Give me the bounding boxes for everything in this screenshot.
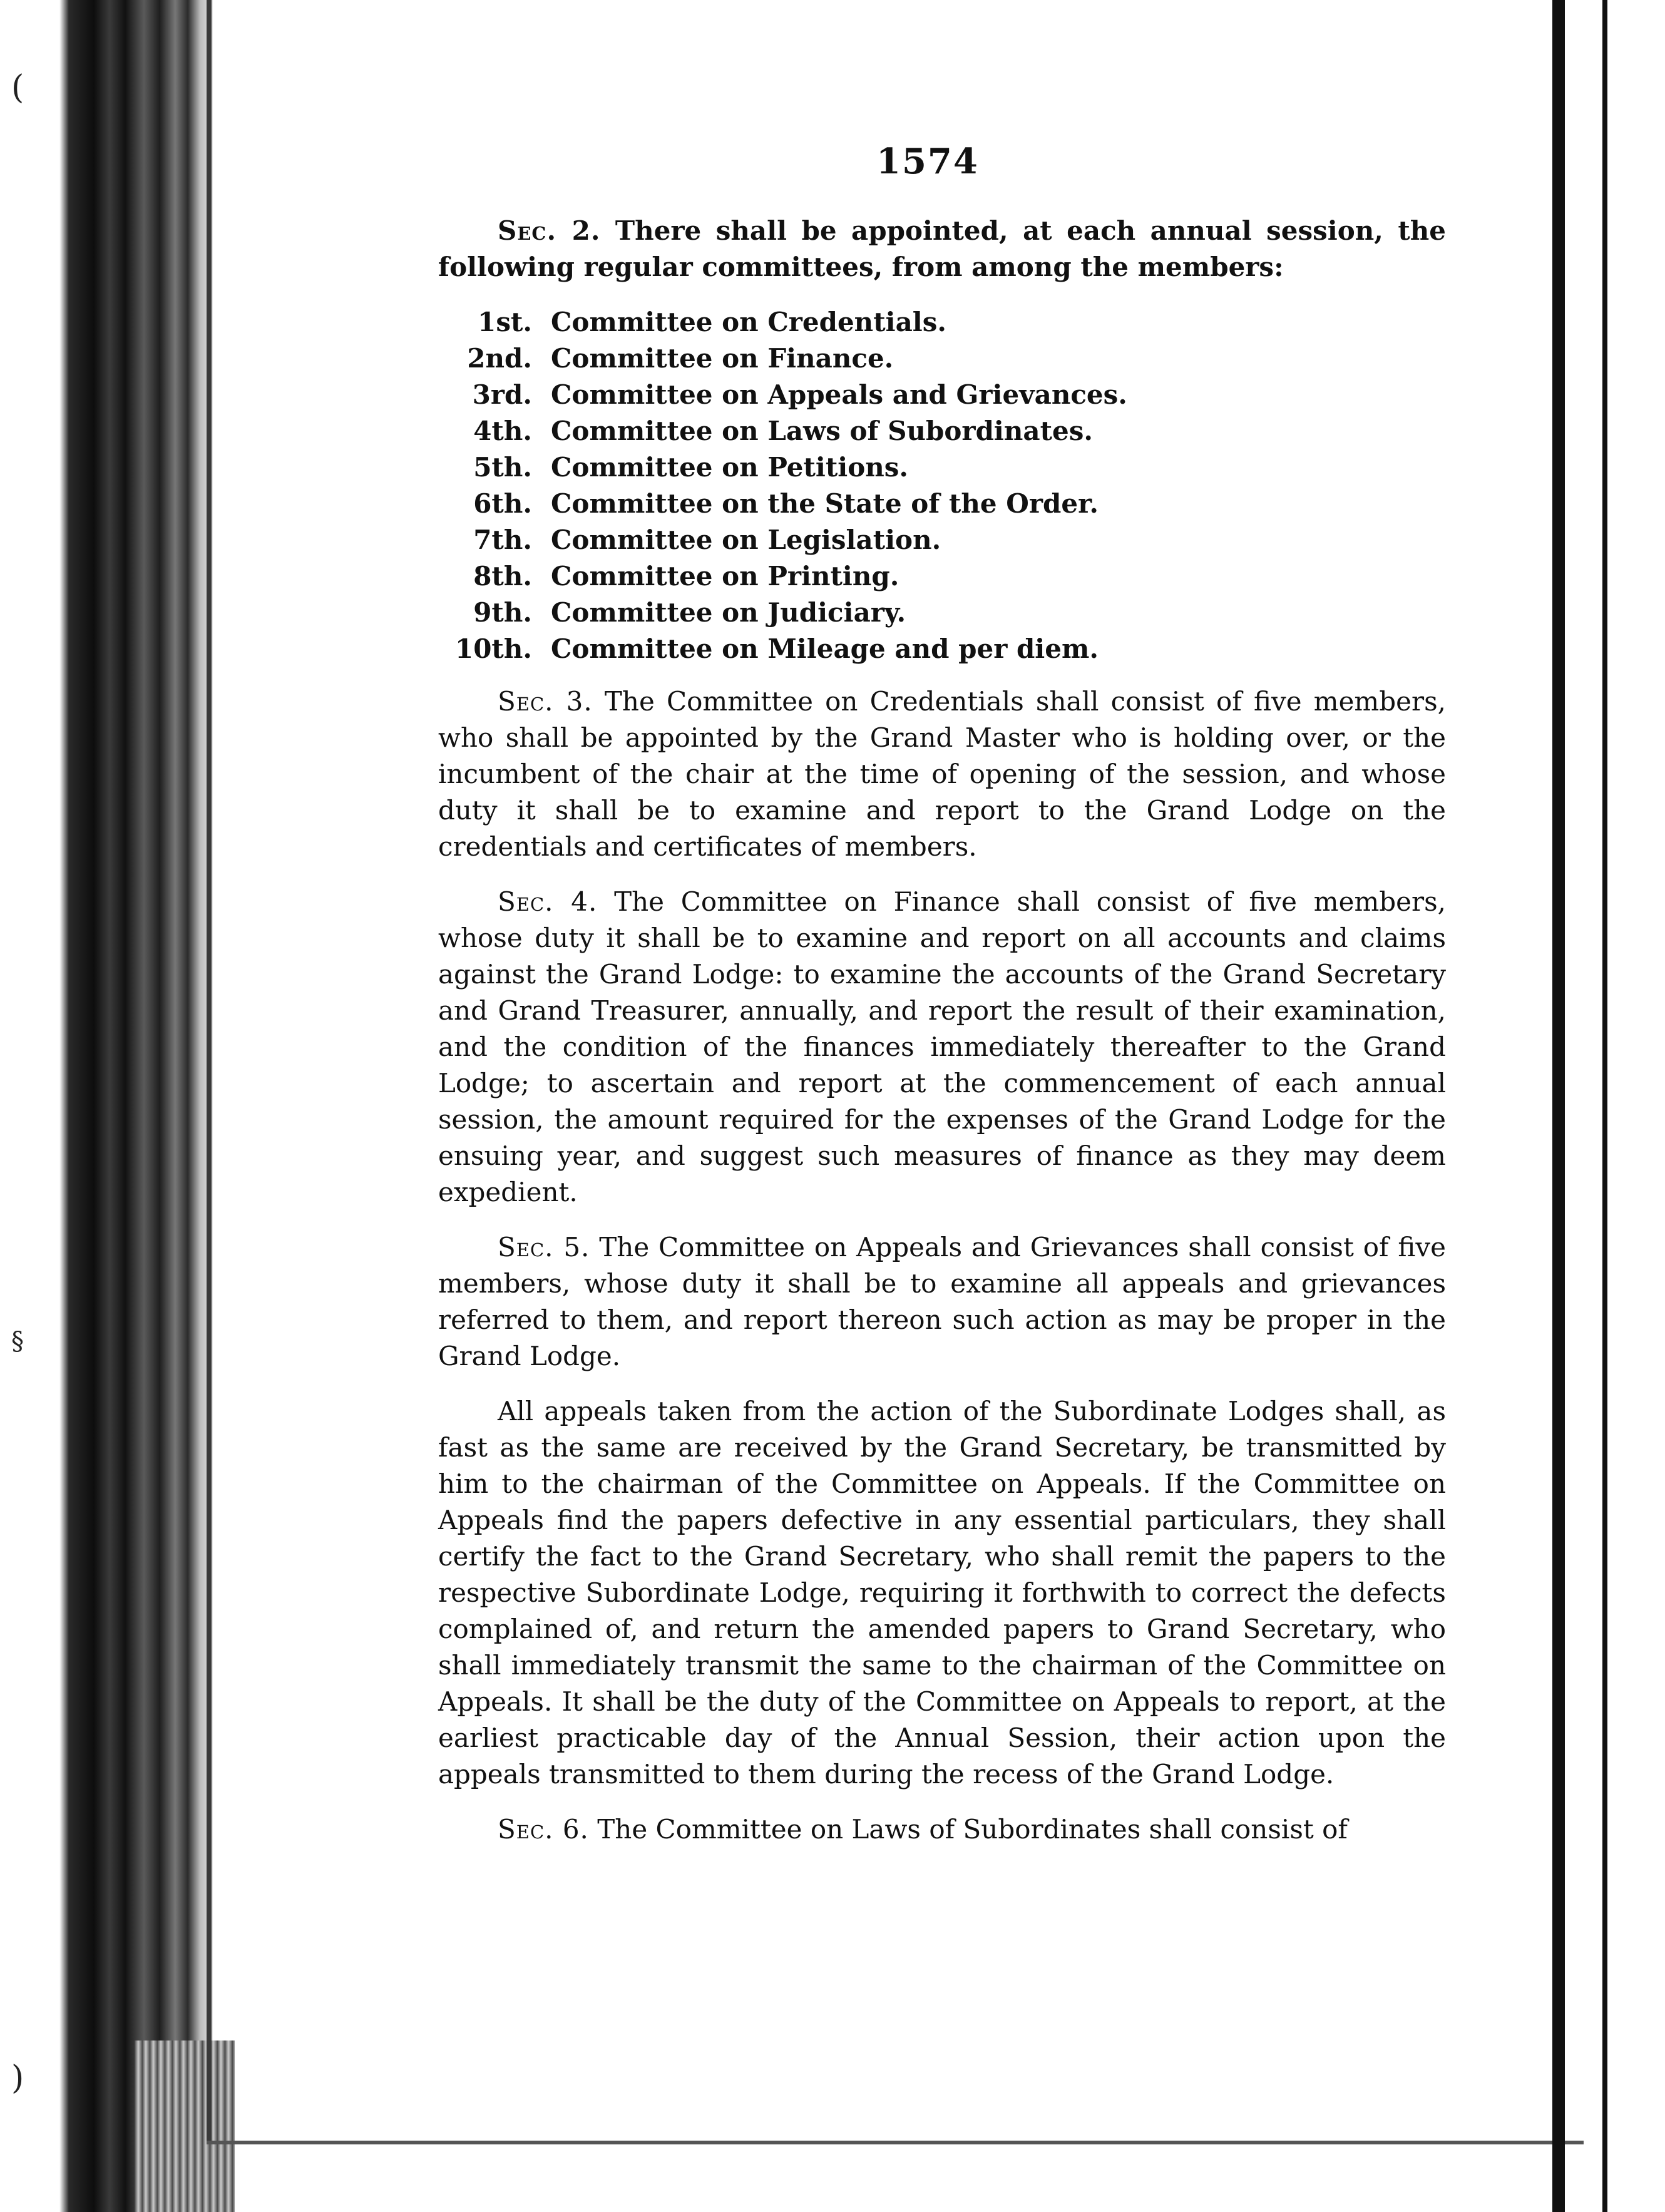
right-page-edge-thin [1602,0,1607,2212]
list-item [438,595,1446,631]
section-4-label: Sec. 4. [498,886,598,917]
page-edges [135,2040,235,2212]
committee-ordinal: 7th. [473,525,532,555]
committee-name: Committee on Legislation. [551,525,941,555]
committee-name: Committee on Mileage and per diem. [551,633,1099,664]
section-6-text: The Committee on Laws of Subordinates shall consist of [597,1814,1348,1845]
committee-name: Committee on Appeals and Grievances. [551,379,1127,410]
committee-name: Committee on Petitions. [551,452,909,483]
section-5-text: The Committee on Appeals and Grievances shall consist of five members, whose duty it shall be to examine all appeals and grievances referred to them, and report thereon such action as may be proper in the Grand Lodge. [438,1232,1446,1371]
list-item [438,377,1446,413]
committee-ordinal: 2nd. [467,343,532,374]
list-item [438,413,1446,449]
committee-ordinal: 1st. [478,307,532,337]
section-2-label: Sec. 2. [498,215,601,246]
section-2-text: There shall be appointed, at each annual session, the following regular committees, from among the members: [438,215,1447,282]
committee-name: Committee on Finance. [551,343,894,374]
committee-ordinal: 8th. [473,561,532,591]
section-6 [438,1811,1446,1848]
committee-list [438,304,1446,667]
committee-ordinal: 9th. [473,597,532,628]
committee-name: Committee on Judiciary. [551,597,906,628]
book-gutter [0,0,213,2212]
page-number: 1574 [876,141,979,182]
committee-name: Committee on Printing. [551,561,899,591]
list-item [438,558,1446,595]
list-item [438,341,1446,377]
list-item [438,522,1446,558]
committee-ordinal: 10th. [454,633,532,664]
page-border-bottom [207,2141,1584,2144]
section-3 [438,684,1446,865]
section-4 [438,884,1446,1211]
committee-ordinal: 6th. [473,488,532,519]
committee-ordinal: 4th. [473,416,532,446]
section-3-label: Sec. 3. [498,686,593,717]
list-item [438,449,1446,486]
committee-name: Committee on the State of the Order. [551,488,1099,519]
section-4-text: The Committee on Finance shall consist of five members, whose duty it shall be to examine and report on all accounts and claims against the Grand Lodge: to examine the accounts of the Grand Secretary and Grand Treasurer, annually, and report the result of their examination, and the condition of the finances immediately thereafter to the Grand Lodge; to ascertain and report at the commencement of each annual session, the amount required for the expenses of the Grand Lodge for the ensuing year, and suggest such measures of finance as they may deem expedient. [438,886,1447,1207]
committee-name: Committee on Laws of Subordinates. [551,416,1094,446]
list-item [438,486,1446,522]
margin-mark-bottom: ) [11,2059,24,2097]
margin-mark-top: ( [11,69,24,106]
right-page-edge [1552,0,1565,2212]
committee-ordinal: 5th. [473,452,532,483]
section-6-label: Sec. 6. [498,1814,589,1845]
section-2 [438,213,1446,285]
committee-ordinal: 3rd. [472,379,532,410]
section-5 [438,1229,1446,1375]
list-item [438,631,1446,667]
list-item [438,304,1446,341]
section-5-label: Sec. 5. [498,1232,590,1262]
margin-mark-middle: § [11,1327,24,1356]
page-text [438,213,1446,1866]
committee-name: Committee on Credentials. [551,307,947,337]
appeals-paragraph: All appeals taken from the action of the Subordinate Lodges shall, as fast as the same are received by the Grand Secretary, be transmitted by him to the chairman of the Committee on Appeals. If the Committee on Appeals find the papers defective in any essential particulars, they shall certify the fact to the Grand Secretary, who shall remit the papers to the respective Subordinate Lodge, requiring it forthwith to correct the defects complained of, and return the amended papers to Grand Secretary, who shall immediately transmit the same to the chairman of the Committee on Appeals. It shall be the duty of the Committee on Appeals to report, at the earliest practicable day of the Annual Session, their action upon the appeals transmitted to them during the recess of the Grand Lodge. [438,1396,1446,1790]
section-3-text: The Committee on Credentials shall consist of five members, who shall be appointed by the Grand Master who is holding over, or the incumbent of the chair at the time of opening of the session, and whose duty it shall be to examine and report to the Grand Lodge on the credentials and certificates of members. [438,686,1446,862]
page-border-left [207,0,212,2144]
